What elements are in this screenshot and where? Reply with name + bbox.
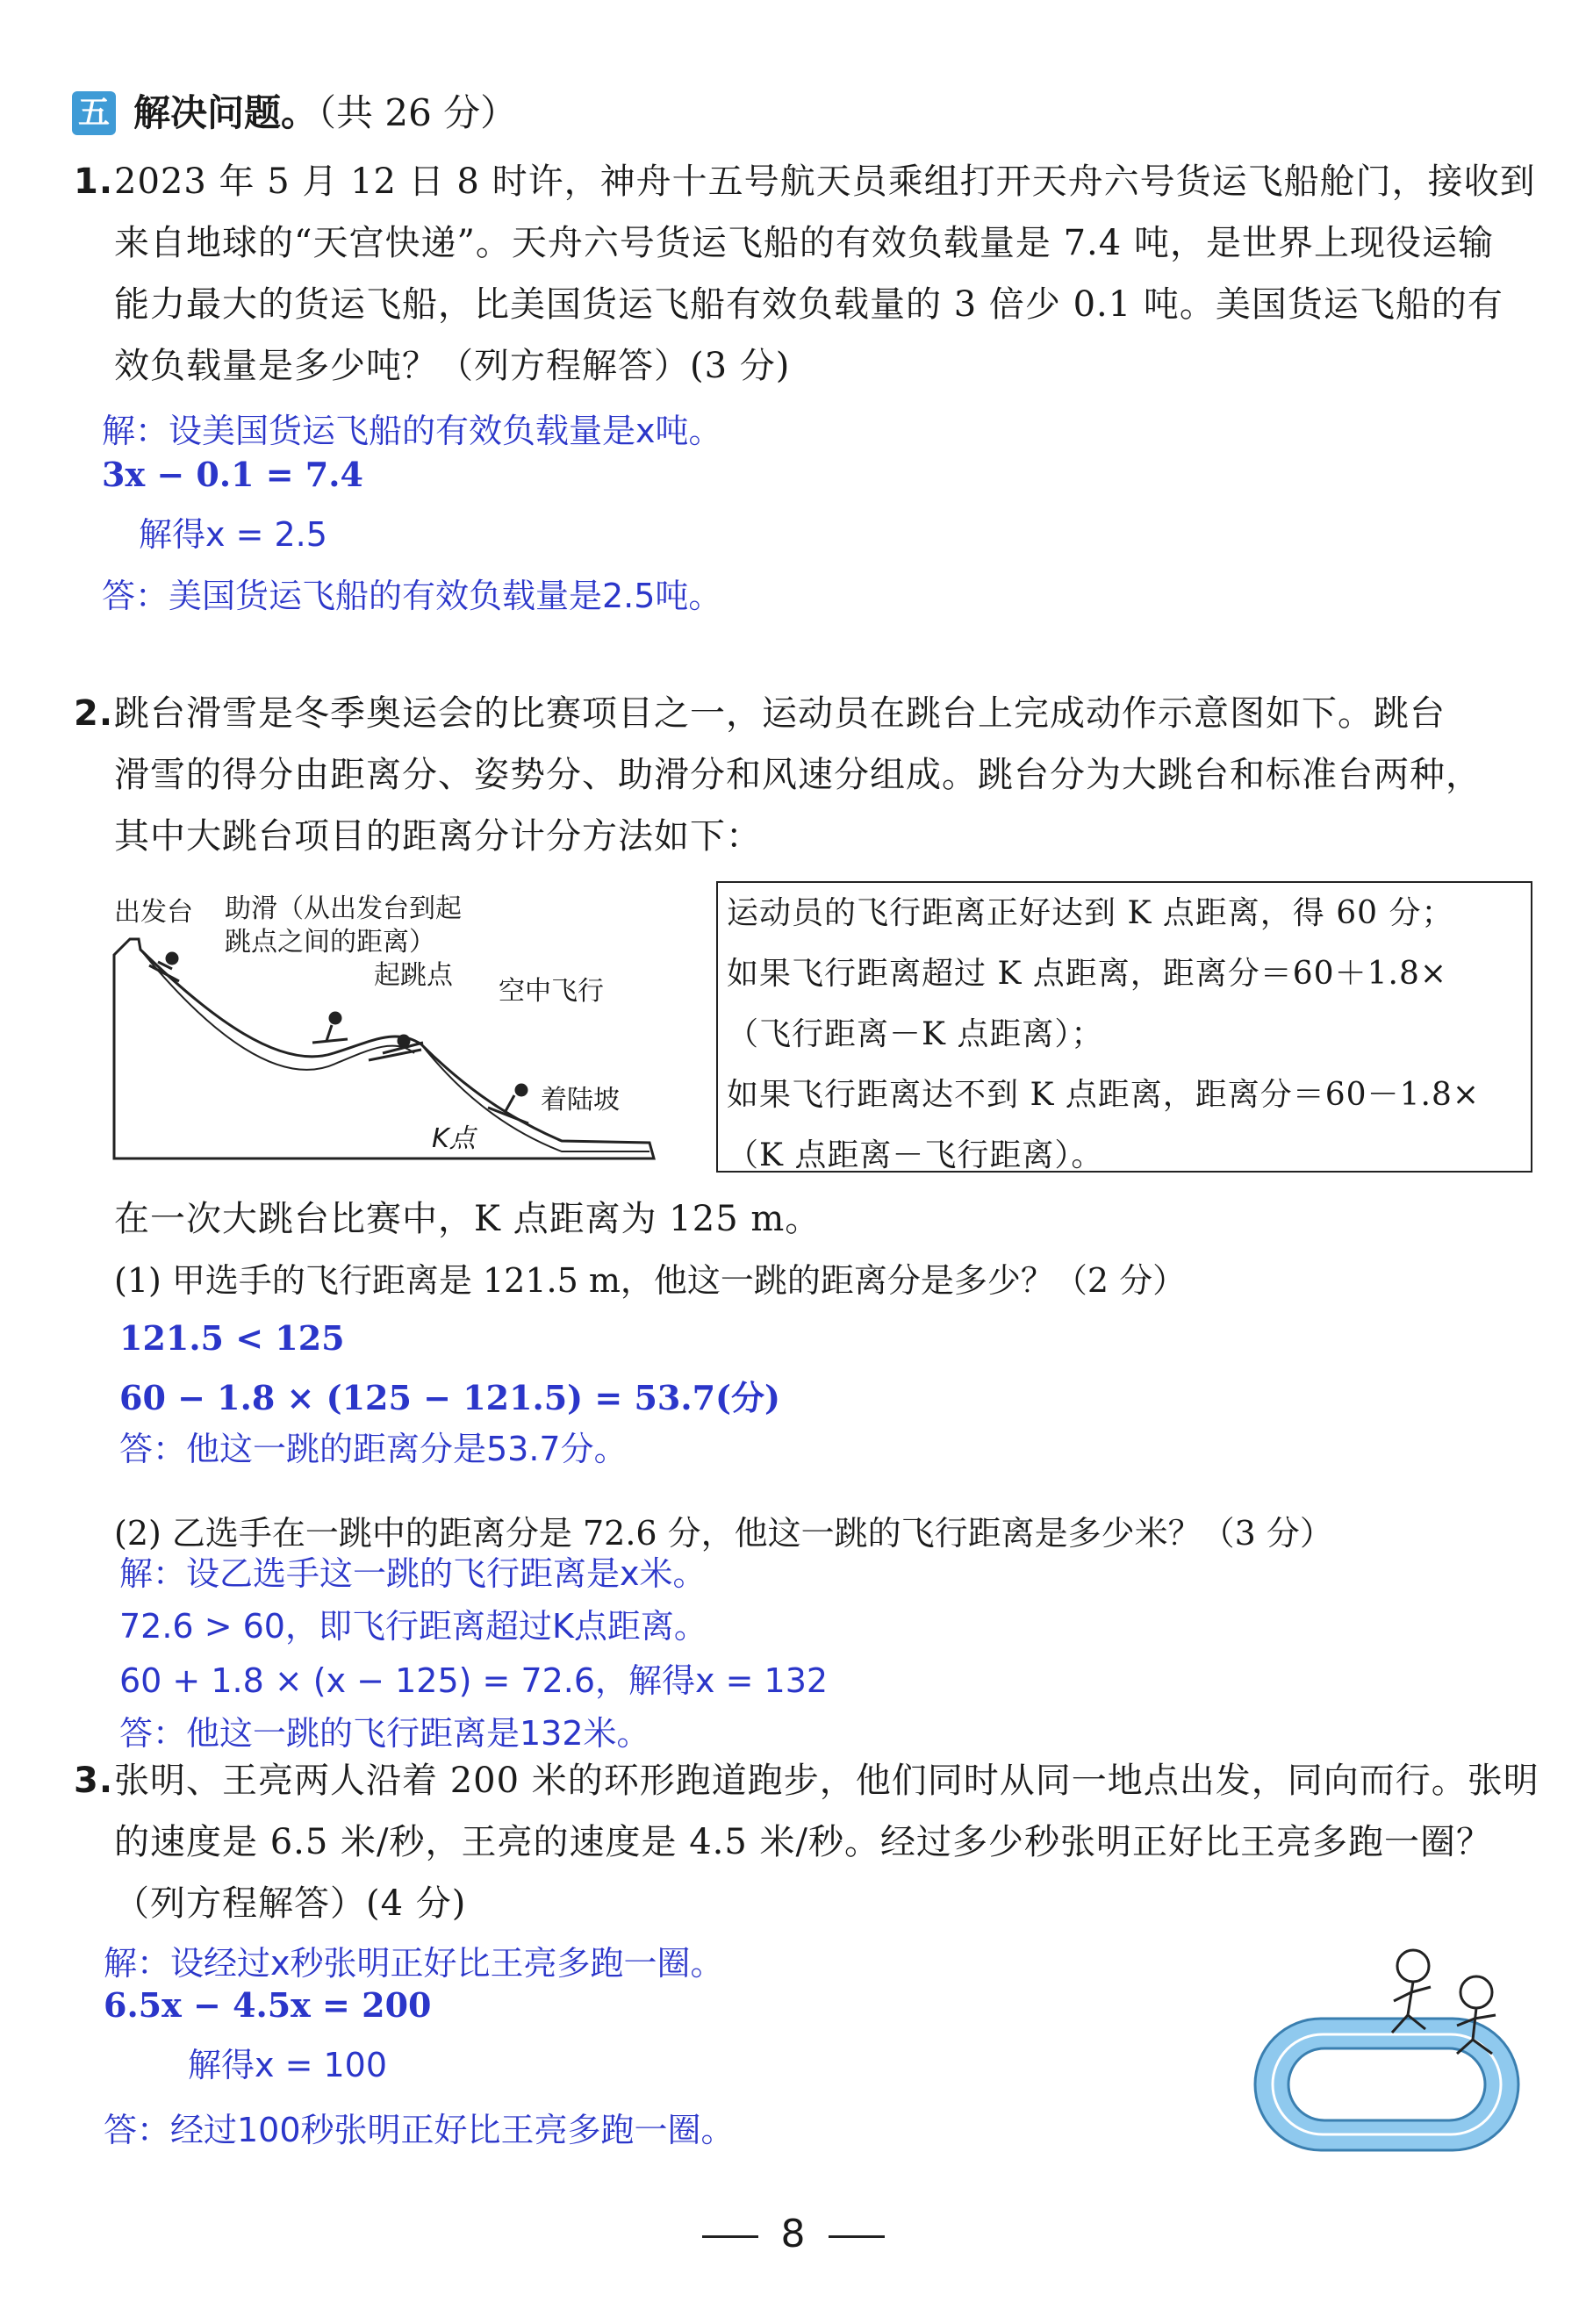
q1-line: 2023 年 5 月 12 日 8 时许，神舟十五号航天员乘组打开天舟六号货运飞船舱门，接收到 [114,161,1536,202]
label-landing: 着陆坡 [541,1085,620,1115]
q1-answer-line: 解：设美国货运飞船的有效负载量是x吨。 [102,412,722,450]
q1-line: 能力最大的货运飞船，比美国货运飞船有效负载量的 3 倍少 0.1 吨。美国货运飞船的有 [114,284,1503,325]
q2-line: 滑雪的得分由距离分、姿势分、助滑分和风速分组成。跳台分为大跳台和标准台两种， [114,755,1482,795]
q2-text [74,683,1482,867]
q2-part1-answer-line: 60 − 1.8 × (125 − 121.5) = 53.7(分) [119,1378,780,1417]
q2-part2-answer-line: 60 + 1.8 × (x − 125) = 72.6，解得x = 132 [119,1661,829,1700]
section-badge: 五 [72,91,116,135]
q2-part2-answer-line: 72.6 > 60，即飞行距离超过K点距离。 [119,1607,707,1646]
ski-jump-diagram [105,878,667,1167]
section-title-text: 解决问题。 [133,91,319,134]
q3-line: 的速度是 6.5 米/秒，王亮的速度是 4.5 米/秒。经过多少秒张明正好比王亮多跑一圈？ [114,1822,1493,1862]
scoring-rules-box [716,881,1532,1173]
rule-line: （飞行距离－K 点距离）； [727,1016,1104,1052]
label-approach: 助滑（从出发台到起 [225,893,462,924]
q1-text [74,151,1536,397]
q3-answer-line: 解得x = 100 [188,2046,388,2084]
label-kpoint: K点 [432,1123,476,1154]
rule-line: 如果飞行距离达不到 K 点距离，距离分＝60－1.8× [727,1077,1481,1113]
q2-line: 跳台滑雪是冬季奥运会的比赛项目之一，运动员在跳台上完成动作示意图如下。跳台 [114,693,1446,734]
q2-context: 在一次大跳台比赛中，K 点距离为 125 m。 [114,1199,822,1239]
page-footer [0,2212,1586,2256]
q2-part2-question: (2) 乙选手在一跳中的距离分是 72.6 分，他这一跳的飞行距离是多少米？（3 分） [114,1514,1333,1553]
q1-answer-line: 答：美国货运飞船的有效负载量是2.5吨。 [102,577,722,615]
q2-part2-answer-line: 答：他这一跳的飞行距离是132米。 [119,1714,650,1753]
rule-line: 如果飞行距离超过 K 点距离，距离分＝60＋1.8× [727,956,1448,992]
rule-line: 运动员的飞行距离正好达到 K 点距离，得 60 分； [727,895,1454,931]
q2-part1-answer-line: 答：他这一跳的距离分是53.7分。 [119,1430,628,1468]
rule-line: （K 点距离－飞行距离）。 [727,1137,1104,1173]
q2-part1-answer-line: 121.5 < 125 [119,1318,345,1358]
q3-answer-line: 6.5x − 4.5x = 200 [104,1985,432,2025]
page-number: 8 [780,2212,806,2256]
label-approach-2: 跳点之间的距离） [225,927,435,958]
running-track-illustration [1246,1931,1536,2159]
q2-number: 2. [74,693,114,734]
q2-line: 其中大跳台项目的距离分计分方法如下： [114,816,762,857]
q1-line: 效负载量是多少吨？（列方程解答）(3 分) [114,346,791,386]
q3-answer-line: 解：设经过x秒张明正好比王亮多跑一圈。 [104,1944,724,1983]
q1-number: 1. [74,161,114,202]
q2-part1-question: (1) 甲选手的飞行距离是 121.5 m，他这一跳的距离分是多少？（2 分） [114,1261,1187,1300]
footer-dash-left [702,2235,758,2238]
label-takeoff: 起跳点 [374,960,453,991]
q1-line: 来自地球的“天宫快递”。天舟六号货运飞船的有效负载量是 7.4 吨，是世界上现役运输 [114,223,1494,263]
q3-line: 张明、王亮两人沿着 200 米的环形跑道跑步，他们同时从同一地点出发，同向而行。张明 [114,1761,1539,1801]
q3-text [74,1750,1539,1934]
q2-part2-answer-line: 解：设乙选手这一跳的飞行距离是x米。 [119,1554,707,1593]
label-flight: 空中飞行 [499,976,604,1007]
q3-line: （列方程解答）(4 分) [114,1883,467,1924]
section-title [133,84,517,137]
q3-number: 3. [74,1761,114,1801]
section-score: （共 26 分） [318,91,518,134]
q1-answer-line: 3x − 0.1 = 7.4 [102,455,363,494]
label-start: 出发台 [114,897,193,928]
q1-answer-line: 解得x = 2.5 [139,515,327,554]
footer-dash-right [829,2235,885,2238]
q3-answer-line: 答：经过100秒张明正好比王亮多跑一圈。 [104,2111,735,2149]
skier-takeoff [312,1013,348,1043]
